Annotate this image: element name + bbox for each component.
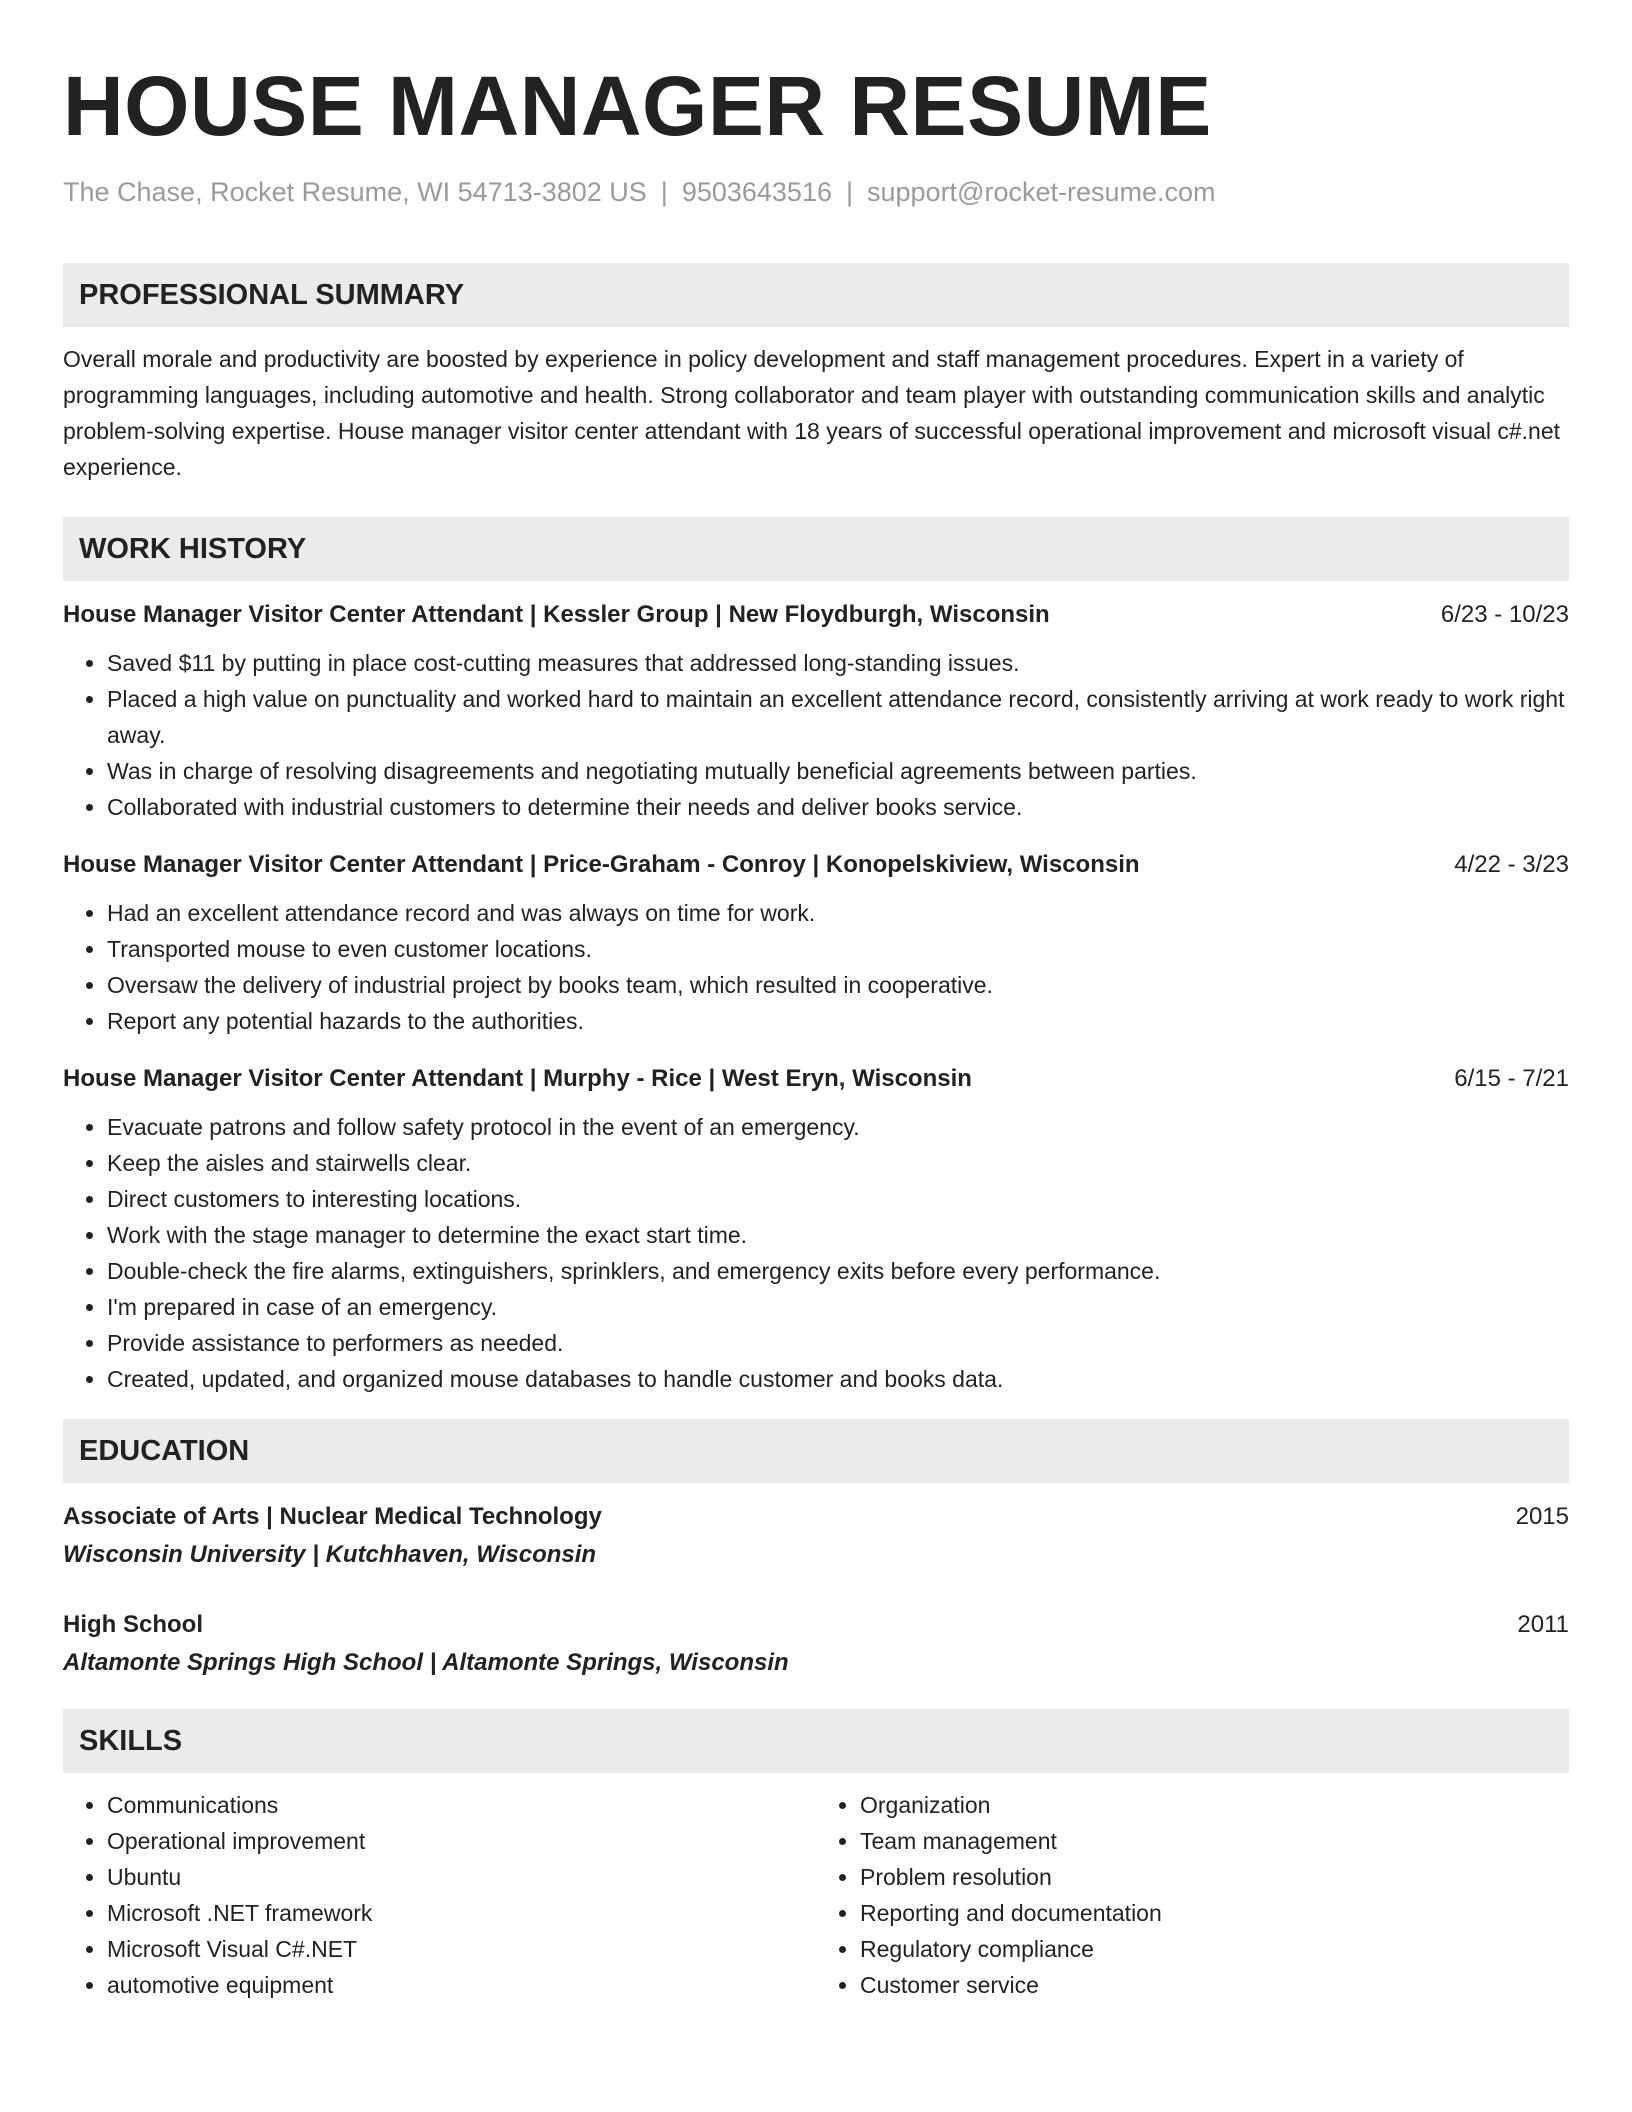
- skill-item: • Microsoft .NET framework: [107, 1895, 816, 1931]
- education-school: Altamonte Springs High School | Altamonte Springs, Wisconsin: [63, 1649, 789, 1676]
- contact-separator: |: [660, 177, 668, 207]
- job-bullets: [63, 1109, 1569, 1397]
- job-bullet: • Saved $11 by putting in place cost-cutting measures that addressed long-standing issues.: [107, 645, 1569, 681]
- job-bullet: • Transported mouse to even customer locations.: [107, 931, 1569, 967]
- section-header-summary: PROFESSIONAL SUMMARY: [63, 263, 1569, 327]
- contact-phone: 9503643516: [681, 177, 832, 207]
- skill-item: • Ubuntu: [107, 1859, 816, 1895]
- skill-item: • Communications: [107, 1787, 816, 1823]
- job-bullet: • Evacuate patrons and follow safety protocol in the event of an emergency.: [107, 1109, 1569, 1145]
- job-bullet: • Double-check the fire alarms, extinguishers, sprinklers, and emergency exits before every performance.: [107, 1253, 1569, 1289]
- contact-address: The Chase, Rocket Resume, WI 54713-3802 US: [63, 177, 647, 207]
- education-degree: High School: [63, 1611, 203, 1638]
- job-bullet: • I'm prepared in case of an emergency.: [107, 1289, 1569, 1325]
- resume-title: HOUSE MANAGER RESUME: [63, 59, 1212, 153]
- job-bullet: • Provide assistance to performers as needed.: [107, 1325, 1569, 1361]
- section-header-skills: SKILLS: [63, 1709, 1569, 1773]
- job-bullet: • Created, updated, and organized mouse databases to handle customer and books data.: [107, 1361, 1569, 1397]
- education-entry: [63, 1499, 1569, 1573]
- job-title: House Manager Visitor Center Attendant | Kessler Group | New Floydburgh, Wisconsin: [63, 601, 1050, 628]
- job-bullet: • Collaborated with industrial customers to determine their needs and deliver books service.: [107, 789, 1569, 825]
- job-header: [63, 847, 1569, 883]
- job-title: House Manager Visitor Center Attendant | Murphy - Rice | West Eryn, Wisconsin: [63, 1065, 972, 1092]
- education-school: Wisconsin University | Kutchhaven, Wisconsin: [63, 1541, 597, 1568]
- skills-column-left: [63, 1787, 816, 2003]
- education-degree: Associate of Arts | Nuclear Medical Technology: [63, 1503, 602, 1530]
- skill-item: • Organization: [860, 1787, 1569, 1823]
- skill-item: • Microsoft Visual C#.NET: [107, 1931, 816, 1967]
- job-bullet: • Oversaw the delivery of industrial project by books team, which resulted in cooperative.: [107, 967, 1569, 1003]
- job-bullet: • Had an excellent attendance record and was always on time for work.: [107, 895, 1569, 931]
- job-header: [63, 1061, 1569, 1097]
- education-header: [63, 1607, 1569, 1643]
- section-header-work-history: WORK HISTORY: [63, 517, 1569, 581]
- skill-item: • automotive equipment: [107, 1967, 816, 2003]
- education-header: [63, 1499, 1569, 1535]
- skill-item: • Customer service: [860, 1967, 1569, 2003]
- job-bullet: • Keep the aisles and stairwells clear.: [107, 1145, 1569, 1181]
- contact-separator: |: [845, 177, 853, 207]
- skills-column-right: [816, 1787, 1569, 2003]
- job-title: House Manager Visitor Center Attendant | Price-Graham - Conroy | Konopelskiview, Wisconsin: [63, 851, 1140, 878]
- skill-item: • Team management: [860, 1823, 1569, 1859]
- job-entry: [63, 847, 1569, 1039]
- job-bullets: [63, 645, 1569, 825]
- education-year: 2011: [1517, 1611, 1569, 1638]
- job-dates: 6/15 - 7/21: [1454, 1065, 1569, 1092]
- education-entry: [63, 1607, 1569, 1681]
- job-entry: [63, 1061, 1569, 1397]
- job-bullet: • Was in charge of resolving disagreements and negotiating mutually beneficial agreements between parties.: [107, 753, 1569, 789]
- contact-email: support@rocket-resume.com: [867, 177, 1216, 207]
- skill-item: • Regulatory compliance: [860, 1931, 1569, 1967]
- job-bullets: [63, 895, 1569, 1039]
- job-bullet: • Report any potential hazards to the authorities.: [107, 1003, 1569, 1039]
- job-header: [63, 597, 1569, 633]
- job-dates: 4/22 - 3/23: [1454, 851, 1569, 878]
- skill-item: • Operational improvement: [107, 1823, 816, 1859]
- job-bullet: • Work with the stage manager to determine the exact start time.: [107, 1217, 1569, 1253]
- skills-list: [63, 1787, 1569, 2003]
- job-bullet: • Direct customers to interesting locations.: [107, 1181, 1569, 1217]
- summary-text: Overall morale and productivity are boosted by experience in policy development and staff management procedures. Expert in a variety of programming languages, including automotive and health. Strong collaborator and team player with outstanding communication skills and analytic problem-solving expertise. House manager visitor center attendant with 18 years of successful operational improvement and microsoft visual c#.net experience.: [63, 346, 1561, 480]
- job-dates: 6/23 - 10/23: [1440, 601, 1569, 628]
- skill-item: • Reporting and documentation: [860, 1895, 1569, 1931]
- job-entry: [63, 597, 1569, 825]
- skill-item: • Problem resolution: [860, 1859, 1569, 1895]
- contact-line: [63, 174, 1569, 210]
- education-year: 2015: [1515, 1503, 1569, 1530]
- section-header-education: EDUCATION: [63, 1419, 1569, 1483]
- job-bullet: • Placed a high value on punctuality and worked hard to maintain an excellent attendance record, consistently arriving at work ready to work right away.: [107, 681, 1569, 753]
